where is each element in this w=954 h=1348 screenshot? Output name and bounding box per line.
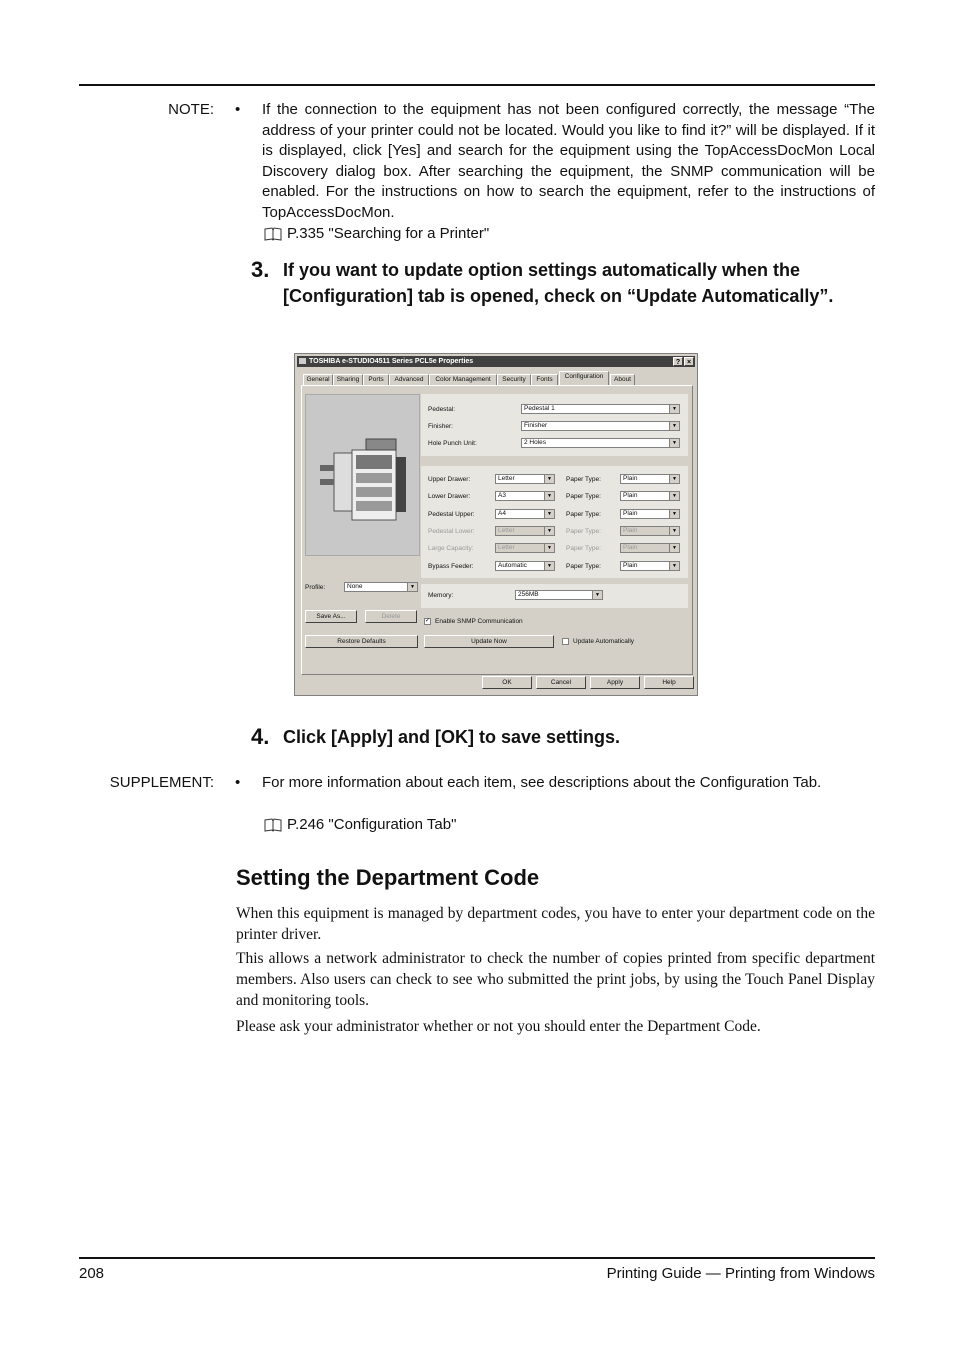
step-3-number: 3. — [251, 257, 270, 282]
dialog-tabs — [303, 371, 689, 385]
tab-ports[interactable]: Ports — [363, 374, 389, 385]
note-reference — [264, 225, 489, 242]
hole-punch-value: 2 Holes — [524, 439, 547, 446]
lower-drawer-select[interactable] — [495, 491, 555, 501]
supplement-reference — [264, 816, 456, 833]
enable-snmp-checkbox[interactable]: ✓ — [425, 618, 431, 624]
upper-drawer-label: Upper Drawer: — [428, 476, 471, 483]
paper-type-label: Paper Type: — [566, 511, 601, 518]
lower-drawer-label: Lower Drawer: — [428, 493, 471, 500]
dropdown-arrow-icon[interactable]: ▼ — [407, 583, 417, 591]
help-title-button[interactable]: ? — [673, 357, 683, 366]
paper-type-label: Paper Type: — [566, 476, 601, 483]
paper-type-select — [620, 543, 680, 553]
dropdown-arrow-icon[interactable]: ▼ — [669, 422, 679, 430]
page-number: 208 — [79, 1265, 105, 1282]
dropdown-arrow-icon[interactable]: ▼ — [669, 492, 679, 500]
dropdown-arrow-icon[interactable]: ▼ — [544, 510, 554, 518]
pedestal-upper-select[interactable] — [495, 509, 555, 519]
pedestal-upper-value: A4 — [498, 510, 506, 517]
section-paragraph-2: This allows a network administrator to check the number of copies printed from specific department members. Also users can check to see who submitted the print jobs, by using the Touch Panel Display and monitoring tools. — [236, 950, 875, 1009]
paper-type-label: Paper Type: — [566, 545, 601, 552]
section-paragraph-3: Please ask your administrator whether or not you should enter the Department Code. — [236, 1018, 761, 1035]
printer-icon — [299, 358, 306, 364]
hole-punch-select[interactable] — [521, 438, 680, 448]
bypass-feeder-select[interactable] — [495, 561, 555, 571]
memory-value: 256MB — [518, 591, 539, 598]
cancel-button[interactable]: Cancel — [536, 676, 586, 689]
bottom-rule — [79, 1257, 875, 1259]
close-icon[interactable]: × — [684, 357, 694, 366]
paper-type-select[interactable] — [620, 474, 680, 484]
paper-type-label: Paper Type: — [566, 563, 601, 570]
paper-type-select[interactable] — [620, 509, 680, 519]
dropdown-arrow-icon[interactable]: ▼ — [544, 475, 554, 483]
tab-configuration[interactable]: Configuration — [559, 371, 609, 385]
dialog-title: TOSHIBA e-STUDIO4511 Series PCL5e Properties — [309, 358, 474, 365]
dialog-titlebar — [297, 356, 695, 367]
note-text: If the connection to the equipment has not been configured correctly, the message “The address of your printer could not be located. Would you like to find it?” will be displayed. If it is displayed, click [Yes] and search for the equipment using the TopAccessDocMon Local Discovery dialog box. After searching the equipment, the SNMP communication will be enabled. For the instructions on how to search the equipment, refer to the instructions of TopAccessDocMon. — [262, 101, 875, 221]
enable-snmp-label: Enable SNMP Communication — [435, 618, 523, 625]
dropdown-arrow-icon[interactable]: ▼ — [669, 510, 679, 518]
dropdown-arrow-icon[interactable]: ▼ — [669, 475, 679, 483]
paper-type-label: Paper Type: — [566, 528, 601, 535]
apply-button[interactable]: Apply — [590, 676, 640, 689]
dropdown-arrow-icon[interactable]: ▼ — [669, 405, 679, 413]
large-capacity-label: Large Capacity: — [428, 545, 474, 552]
properties-dialog-screenshot — [294, 353, 698, 696]
copier-illustration — [306, 395, 419, 555]
finisher-value: Finisher — [524, 422, 548, 429]
pedestal-value: Pedestal 1 — [524, 405, 555, 412]
tab-about[interactable]: About — [610, 374, 635, 385]
paper-type-value: Plain — [623, 562, 638, 569]
tab-sharing[interactable]: Sharing — [333, 374, 363, 385]
configuration-panel — [301, 385, 693, 675]
profile-value: None — [347, 583, 363, 590]
pedestal-lower-label: Pedestal Lower: — [428, 528, 475, 535]
footer-title: Printing Guide — Printing from Windows — [606, 1265, 875, 1282]
top-rule — [79, 84, 875, 86]
restore-defaults-button[interactable]: Restore Defaults — [305, 635, 418, 648]
dropdown-arrow-icon[interactable]: ▼ — [592, 591, 602, 599]
tab-fonts[interactable]: Fonts — [531, 374, 558, 385]
section-heading: Setting the Department Code — [236, 865, 540, 890]
save-as-button[interactable]: Save As... — [305, 610, 357, 623]
dropdown-arrow-icon: ▼ — [544, 544, 554, 552]
dropdown-arrow-icon[interactable]: ▼ — [544, 562, 554, 570]
book-icon — [264, 818, 282, 832]
supplement-text: For more information about each item, see descriptions about the Configuration Tab. — [262, 774, 822, 791]
tab-color-management[interactable]: Color Management — [429, 374, 497, 385]
large-capacity-value: Letter — [498, 544, 515, 551]
paper-type-label: Paper Type: — [566, 493, 601, 500]
note-bullet: • — [235, 101, 241, 118]
paper-type-value: Plain — [623, 544, 638, 551]
update-automatically-label: Update Automatically — [573, 638, 635, 645]
paper-type-value: Plain — [623, 475, 638, 482]
memory-select[interactable] — [515, 590, 603, 600]
supplement-reference-text: P.246 "Configuration Tab" — [287, 816, 457, 833]
lower-drawer-value: A3 — [498, 492, 506, 499]
memory-label: Memory: — [428, 592, 454, 599]
pedestal-select[interactable] — [521, 404, 680, 414]
ok-button[interactable]: OK — [482, 676, 532, 689]
paper-type-select[interactable] — [620, 491, 680, 501]
step-4-number: 4. — [251, 724, 270, 749]
paper-type-value: Plain — [623, 510, 638, 517]
bypass-feeder-value: Automatic — [498, 562, 527, 569]
dropdown-arrow-icon: ▼ — [544, 527, 554, 535]
paper-type-value: Plain — [623, 527, 638, 534]
large-capacity-select — [495, 543, 555, 553]
bypass-feeder-label: Bypass Feeder: — [428, 563, 474, 570]
printer-image — [305, 394, 420, 556]
paper-type-select — [620, 526, 680, 536]
update-automatically-checkbox[interactable] — [562, 638, 569, 645]
tab-advanced[interactable]: Advanced — [389, 374, 429, 385]
book-icon — [264, 227, 282, 241]
note-label: NOTE: — [168, 101, 214, 118]
dropdown-arrow-icon[interactable]: ▼ — [544, 492, 554, 500]
pedestal-upper-label: Pedestal Upper: — [428, 511, 475, 518]
upper-drawer-value: Letter — [498, 475, 515, 482]
update-now-button[interactable]: Update Now — [424, 635, 554, 648]
upper-drawer-select[interactable] — [495, 474, 555, 484]
supplement-label: SUPPLEMENT: — [109, 774, 214, 791]
note-reference-text: P.335 "Searching for a Printer" — [287, 225, 490, 242]
supplement-bullet: • — [235, 774, 241, 791]
profile-label: Profile: — [305, 584, 326, 591]
profile-select[interactable] — [344, 582, 418, 592]
help-button[interactable]: Help — [644, 676, 694, 689]
pedestal-label: Pedestal: — [428, 406, 456, 413]
pedestal-lower-value: Letter — [498, 527, 515, 534]
step-3-text: If you want to update option settings automatically when the [Configuration] tab is opened, check on “Update Automatically”. — [283, 260, 834, 306]
tab-general[interactable]: General — [303, 374, 333, 385]
section-paragraph-1: When this equipment is managed by department codes, you have to enter your department code on the printer driver. — [236, 905, 875, 943]
dropdown-arrow-icon[interactable]: ▼ — [669, 562, 679, 570]
dropdown-arrow-icon: ▼ — [669, 544, 679, 552]
finisher-label: Finisher: — [428, 423, 453, 430]
paper-type-select[interactable] — [620, 561, 680, 571]
delete-button: Delete — [365, 610, 417, 623]
tab-security[interactable]: Security — [497, 374, 531, 385]
finisher-select[interactable] — [521, 421, 680, 431]
hole-punch-label: Hole Punch Unit: — [428, 440, 477, 447]
dropdown-arrow-icon[interactable]: ▼ — [669, 439, 679, 447]
step-4-text: Click [Apply] and [OK] to save settings. — [283, 727, 621, 747]
pedestal-lower-select — [495, 526, 555, 536]
dropdown-arrow-icon: ▼ — [669, 527, 679, 535]
paper-type-value: Plain — [623, 492, 638, 499]
